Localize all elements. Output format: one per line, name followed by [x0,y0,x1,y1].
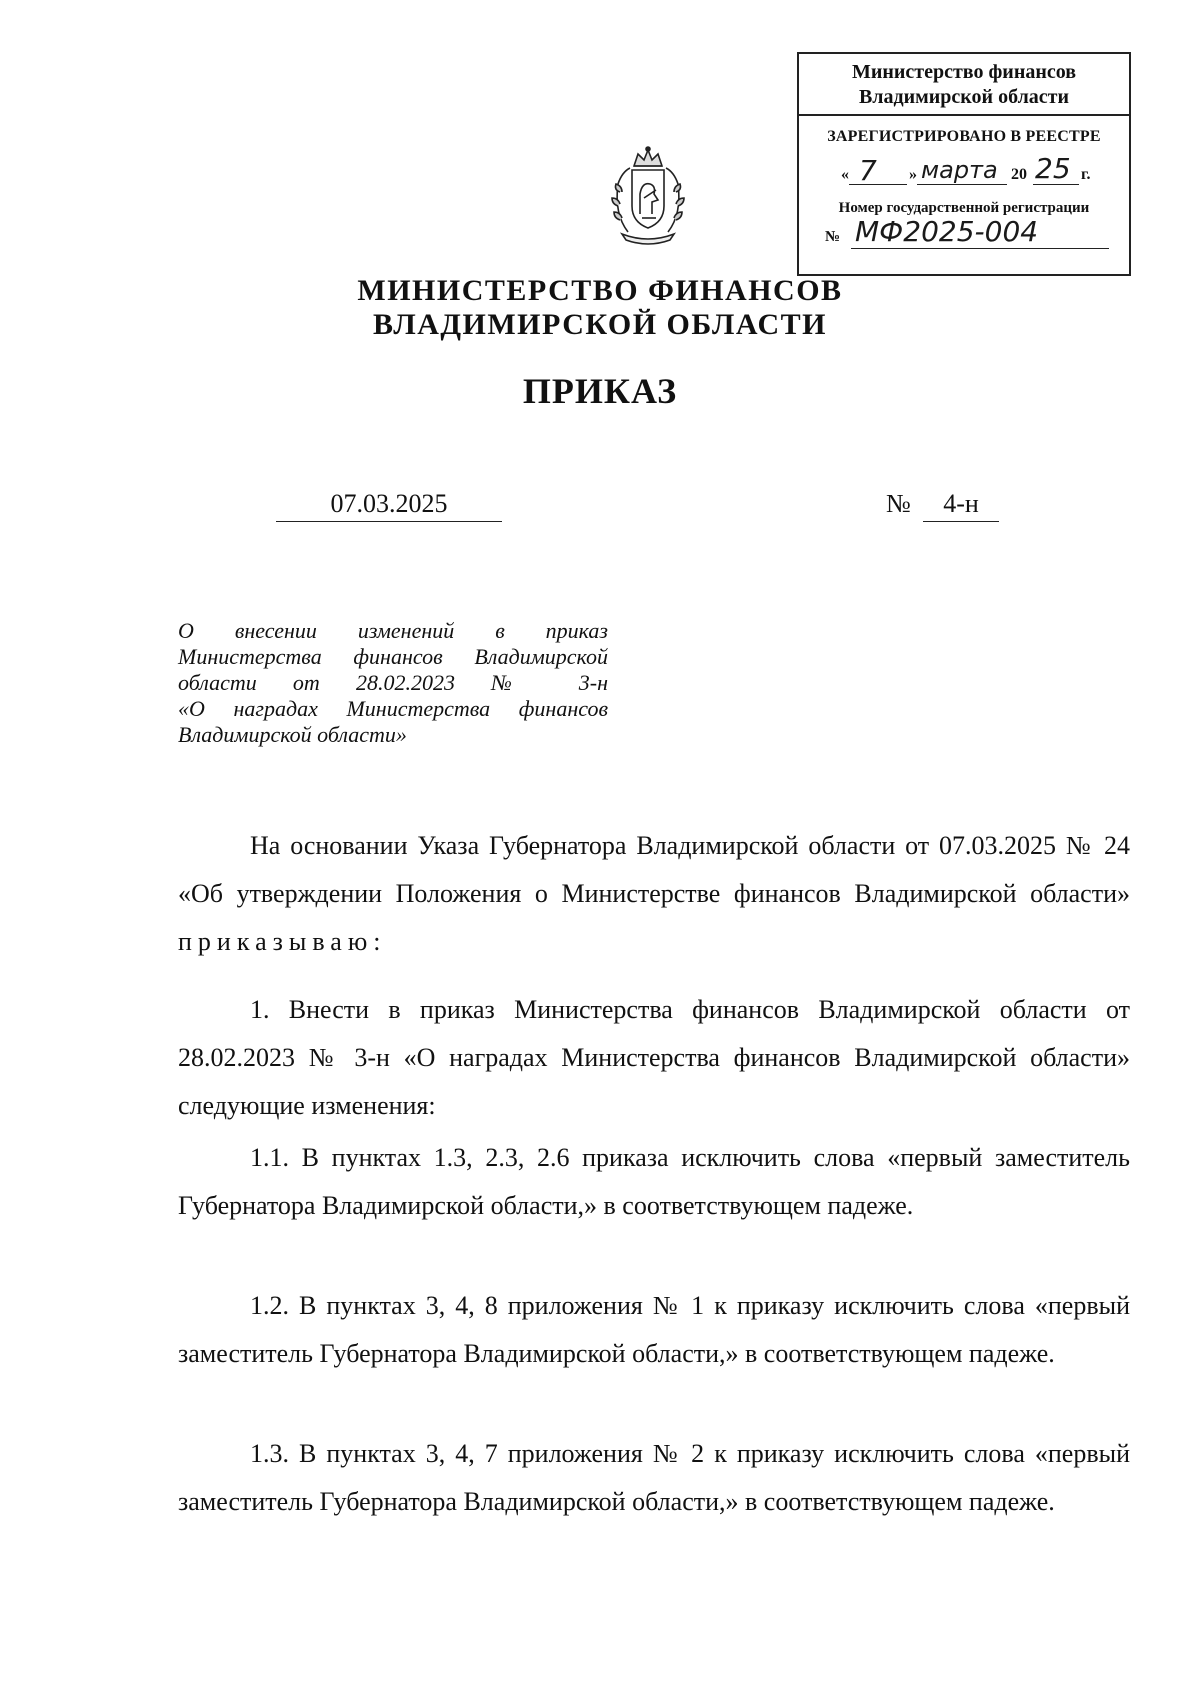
subject-line: Министерства финансов Владимирской [178,644,608,669]
coat-of-arms-icon [600,144,696,248]
preamble-text: На основании Указа Губернатора Владимирской области от 07.03.2025 № 24 «Об утверждении Положения о Министерстве финансов Владимирской области» [178,831,1130,908]
stamp-organization [799,54,1129,116]
stamp-org-line1: Министерство финансов [851,61,1077,83]
item-1-2: 1.2. В пунктах 3, 4, 8 приложения № 1 к приказу исключить слова «первый заместитель Губернатора Владимирской области,» в соответствующем падеже. [178,1291,1130,1368]
document-title: ПРИКАЗ [522,371,678,411]
stamp-year-unit: г. [1081,166,1091,183]
stamp-day-underline [849,184,907,185]
subject-line: «О наградах Министерства финансов [178,696,608,721]
stamp-quote-open: « [841,166,849,183]
stamp-number-underline [851,248,1109,249]
order-date: 07.03.2025 [330,489,448,518]
order-number-sign: № [886,489,911,518]
ministry-name-line2: ВЛАДИМИРСКОЙ ОБЛАСТИ [373,308,827,341]
preamble-paragraph [178,822,1130,966]
subject-line: области от 28.02.2023 № 3-н [178,670,608,695]
order-date-underline [276,521,502,522]
ministry-name-line1: МИНИСТЕРСТВО ФИНАНСОВ [357,274,843,307]
stamp-reg-number-value: МФ2025-004 [855,215,1039,248]
order-number-underline [923,521,999,522]
order-subject [178,618,608,748]
order-word: приказываю: [178,927,387,956]
stamp-year-prefix: 20 [1011,166,1027,183]
stamp-day: 7 [859,154,877,187]
item-1: 1. Внести в приказ Министерства финансов Владимирской области от 28.02.2023 № 3-н «О наградах Министерства финансов Владимирской области» следующие изменения: [178,995,1130,1120]
stamp-registered-label: ЗАРЕГИСТРИРОВАНО В РЕЕСТРЕ [827,128,1101,145]
stamp-number-sign: № [825,229,841,245]
stamp-date [799,150,1129,190]
stamp-year-underline [1033,184,1079,185]
stamp-reg-number-label: Номер государственной регистрации [838,200,1090,216]
order-number: 4-н [943,489,979,518]
subject-line: Владимирской области» [178,722,407,747]
stamp-org-line2: Владимирской области [858,86,1070,108]
stamp-month-underline [917,184,1007,185]
item-1-3: 1.3. В пунктах 3, 4, 7 приложения № 2 к приказу исключить слова «первый заместитель Губернатора Владимирской области,» в соответствующем падеже. [178,1439,1130,1516]
item-1-1: 1.1. В пунктах 1.3, 2.3, 2.6 приказа исключить слова «первый заместитель Губернатора Владимирской области,» в соответствующем падеже. [178,1143,1130,1220]
registration-stamp [797,52,1131,276]
stamp-reg-number [799,217,1129,253]
stamp-quote-close: » [909,166,917,183]
stamp-month: марта [921,156,998,184]
stamp-year-suffix: 25 [1035,152,1071,185]
subject-line: О внесении изменений в приказ [178,618,608,643]
